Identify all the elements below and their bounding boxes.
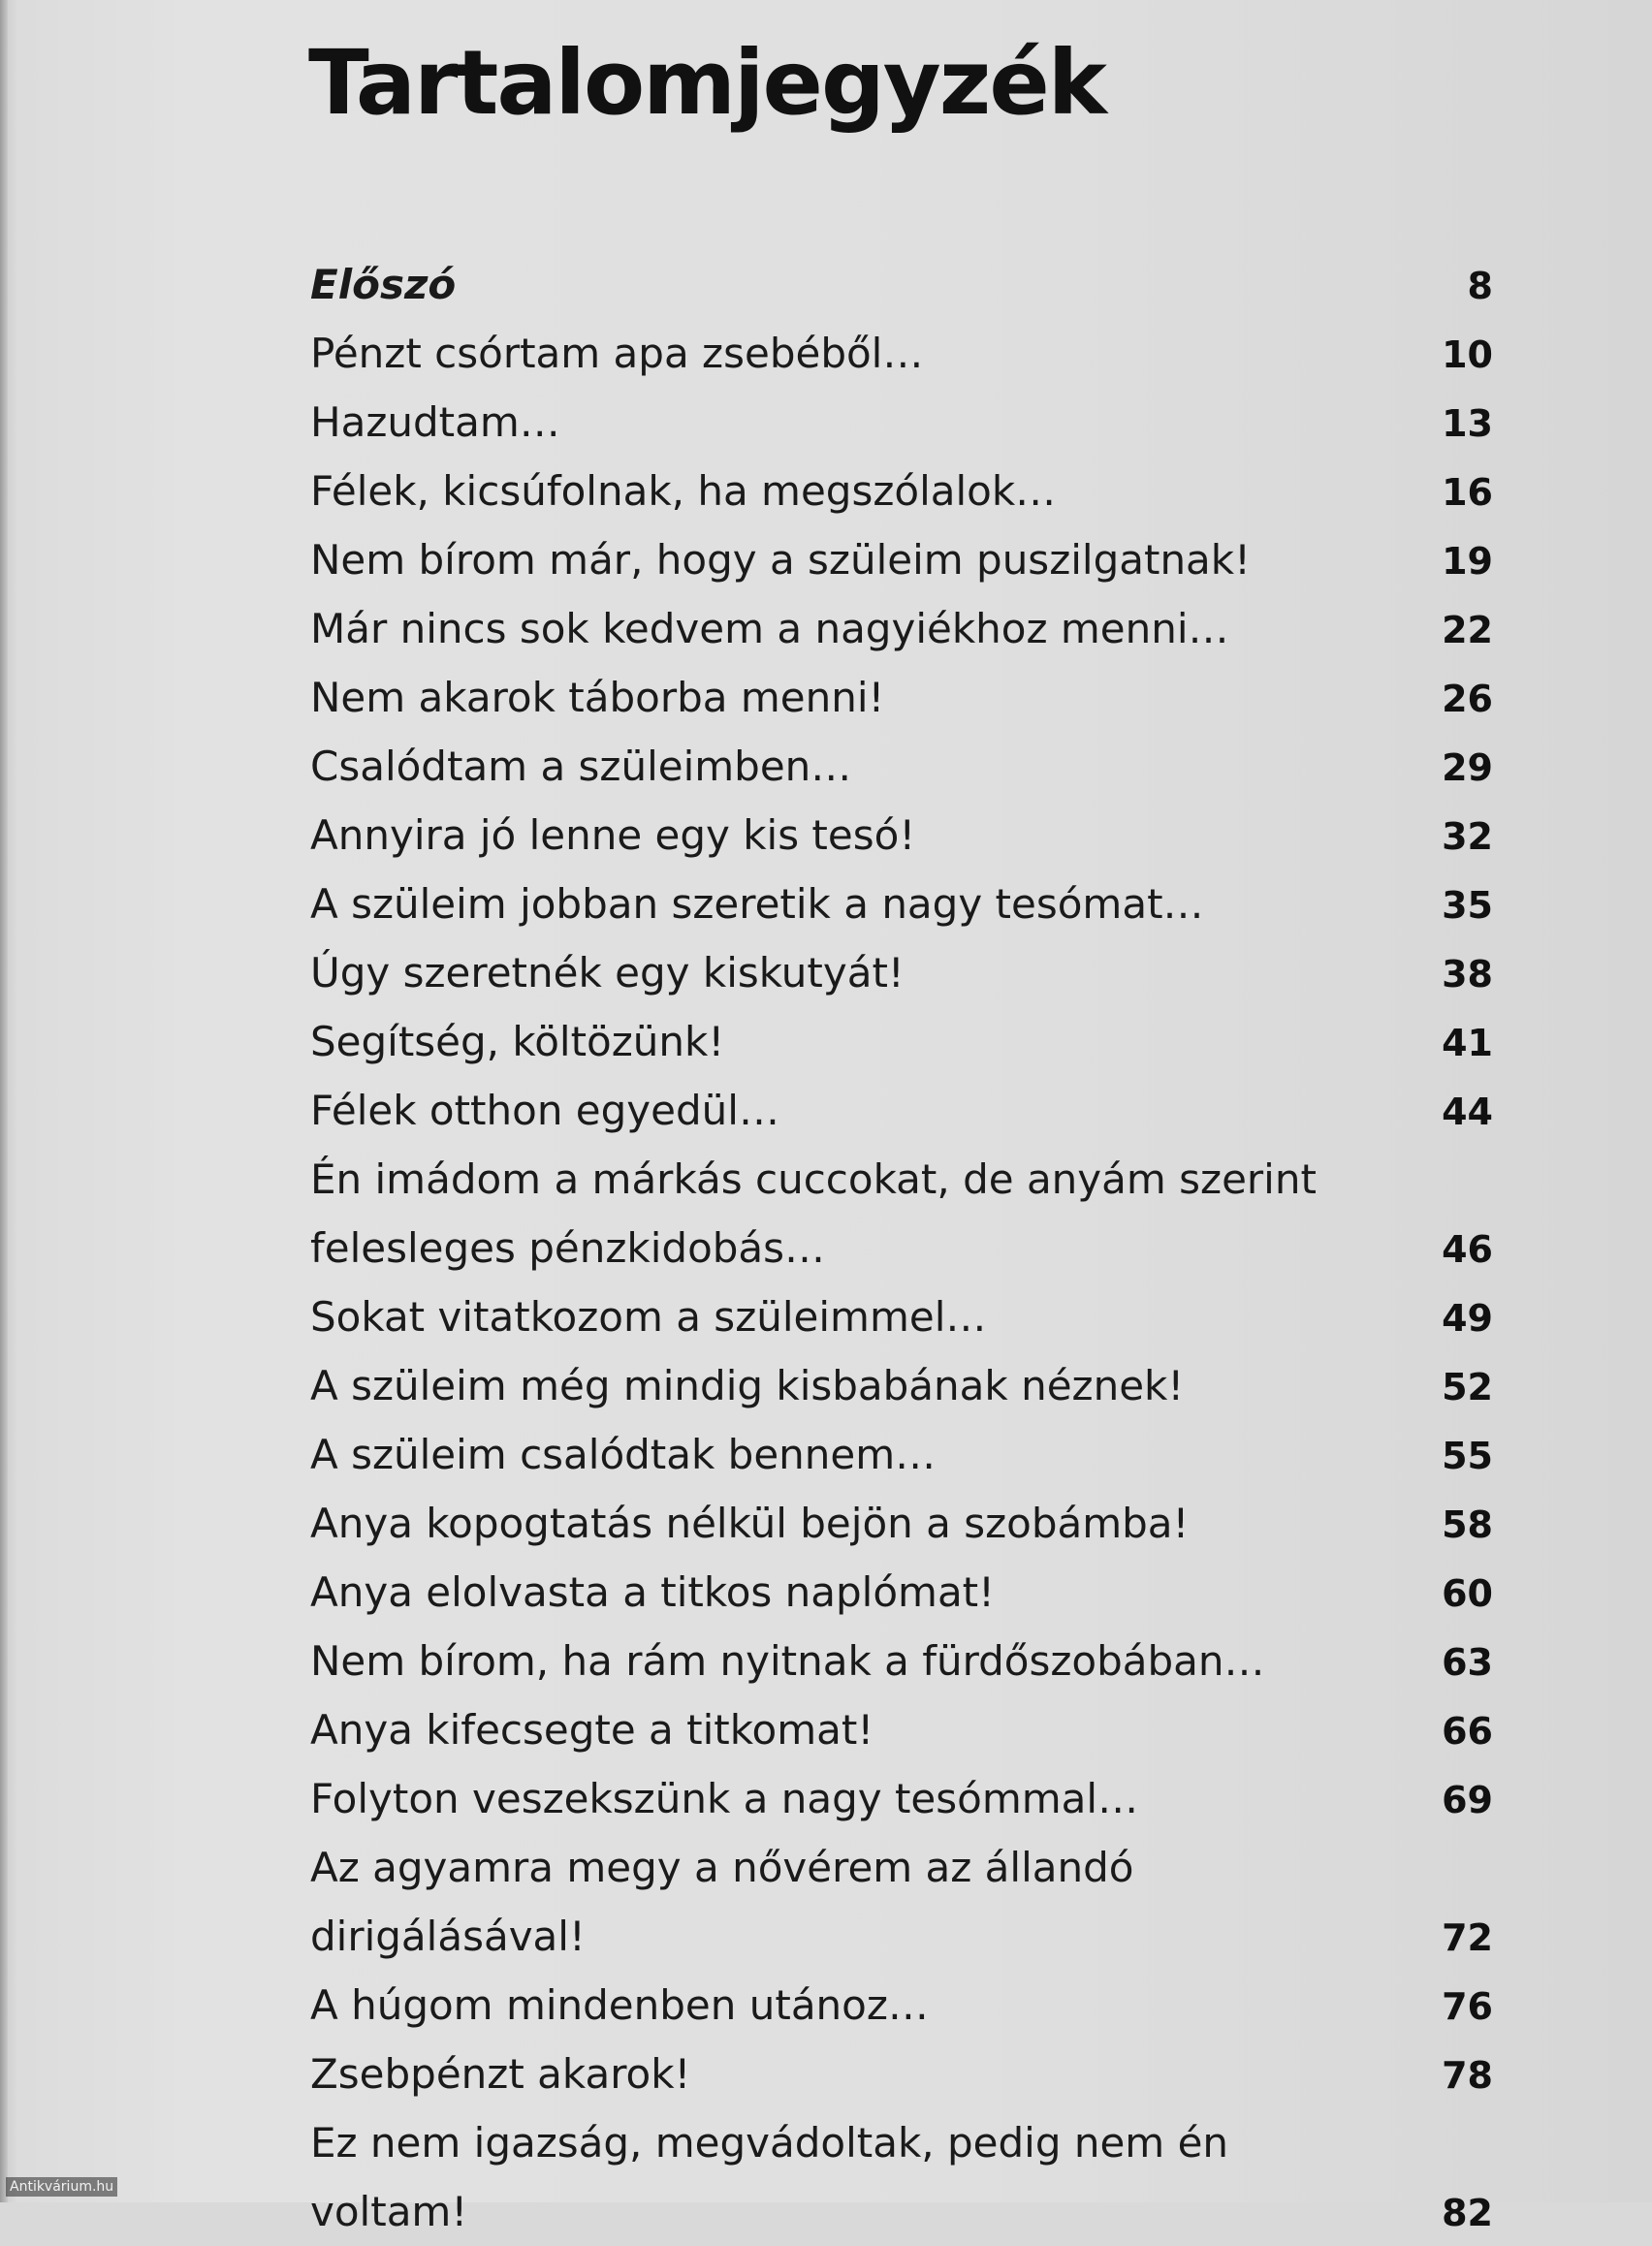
toc-entry <box>310 525 1493 594</box>
toc-entry <box>310 388 1493 457</box>
toc-entry-page: 55 <box>1442 1435 1493 1477</box>
toc-entry-page: 69 <box>1442 1779 1493 1821</box>
toc-entry-page: 44 <box>1442 1091 1493 1133</box>
toc-entry-title: Anya elolvasta a titkos naplómat! <box>310 1568 995 1616</box>
toc-entry <box>310 663 1493 732</box>
toc-entry-title: Félek, kicsúfolnak, ha megszólalok… <box>310 467 1057 515</box>
toc-entry-page: 66 <box>1442 1710 1493 1753</box>
toc-entry-page: 26 <box>1442 678 1493 720</box>
book-spine-shadow <box>0 0 8 2202</box>
toc-entry <box>310 1007 1493 1076</box>
toc-entry <box>310 1420 1493 1489</box>
toc-entry-title: Nem akarok táborba menni! <box>310 674 885 721</box>
toc-entry-title: Én imádom a márkás cuccokat, de anyám szerint felesleges pénzkidobás… <box>310 1155 1317 1272</box>
toc-entry <box>310 1627 1493 1695</box>
toc-entry-title: A szüleim még mindig kisbabának néznek! <box>310 1362 1185 1409</box>
toc-entry-title: A szüleim csalódtak bennem… <box>310 1431 937 1478</box>
toc-entry-title: Folyton veszekszünk a nagy tesómmal… <box>310 1775 1139 1822</box>
toc-entry-title: Már nincs sok kedvem a nagyiékhoz menni… <box>310 605 1229 652</box>
toc-entry-page: 29 <box>1442 746 1493 789</box>
toc-entry-title: Zsebpénzt akarok! <box>310 2050 691 2098</box>
toc-entry-page: 16 <box>1442 471 1493 514</box>
toc-entry-title: Annyira jó lenne egy kis tesó! <box>310 811 916 859</box>
toc-entry-title: Hazudtam… <box>310 398 560 446</box>
toc-entry-page: 78 <box>1442 2054 1493 2097</box>
toc-entry <box>310 801 1493 870</box>
toc-entry-title: A húgom mindenben utánoz… <box>310 1981 929 2029</box>
toc-entry-page: 58 <box>1442 1503 1493 1546</box>
toc-entry-page: 38 <box>1442 953 1493 996</box>
toc-entry-page: 72 <box>1442 1916 1493 1959</box>
toc-entry <box>310 250 1493 319</box>
toc-entry-page: 52 <box>1442 1366 1493 1408</box>
toc-entry-title: Nem bírom már, hogy a szüleim puszilgatnak! <box>310 536 1251 584</box>
toc-entry-page: 19 <box>1442 540 1493 583</box>
page-title: Tartalomjegyzék <box>308 31 1105 135</box>
toc-entry <box>310 1764 1493 1833</box>
toc-entry <box>310 1351 1493 1420</box>
toc-entry-title: Segítség, költözünk! <box>310 1018 725 1065</box>
toc-entry <box>310 594 1493 663</box>
toc-entry-title: Nem bírom, ha rám nyitnak a fürdőszobában… <box>310 1637 1265 1685</box>
toc-entry <box>310 2040 1493 2108</box>
toc-entry-title: Előszó <box>310 261 457 308</box>
toc-entry-page: 60 <box>1442 1572 1493 1615</box>
toc-entry <box>310 870 1493 938</box>
toc-entry-title: Anya kifecsegte a titkomat! <box>310 1706 874 1754</box>
toc-entry-page: 63 <box>1442 1641 1493 1684</box>
toc-entry-title: A szüleim jobban szeretik a nagy tesómat… <box>310 880 1204 928</box>
toc-entry-page: 46 <box>1442 1228 1493 1271</box>
toc-entry-title: Pénzt csórtam apa zsebéből… <box>310 330 924 377</box>
toc-entry <box>310 1971 1493 2040</box>
toc-entry-title: Csalódtam a szüleimben… <box>310 743 852 790</box>
toc-entry-page: 13 <box>1442 402 1493 445</box>
toc-entry-page: 35 <box>1442 884 1493 927</box>
toc-entry-page: 82 <box>1442 2192 1493 2234</box>
toc-entry-title: Félek otthon egyedül… <box>310 1087 779 1134</box>
toc-entry-page: 22 <box>1442 609 1493 651</box>
toc-entry-page: 10 <box>1442 333 1493 376</box>
toc-entry <box>310 457 1493 525</box>
toc-entry <box>310 1489 1493 1558</box>
toc-entry <box>310 1833 1493 1971</box>
toc-entry <box>310 2108 1493 2246</box>
toc-entry-page: 49 <box>1442 1297 1493 1340</box>
watermark: Antikvárium.hu <box>6 2177 117 2197</box>
toc-entry <box>310 1076 1493 1145</box>
toc-entry <box>310 319 1493 388</box>
toc-entry-title: Ez nem igazság, megvádoltak, pedig nem én voltam! <box>310 2119 1229 2235</box>
toc-entry-title: Sokat vitatkozom a szüleimmel… <box>310 1293 987 1341</box>
toc-entry <box>310 1695 1493 1764</box>
toc-entry-title: Anya kopogtatás nélkül bejön a szobámba! <box>310 1500 1190 1547</box>
toc-entry <box>310 1558 1493 1627</box>
toc-entry <box>310 1282 1493 1351</box>
toc-entry <box>310 938 1493 1007</box>
table-of-contents <box>310 250 1493 2246</box>
toc-entry-page: 76 <box>1442 1985 1493 2028</box>
toc-entry <box>310 1145 1493 1282</box>
toc-entry-page: 8 <box>1467 265 1493 307</box>
toc-entry-page: 32 <box>1442 815 1493 858</box>
toc-entry-title: Az agyamra megy a nővérem az állandó dirigálásával! <box>310 1844 1134 1960</box>
toc-entry-page: 41 <box>1442 1022 1493 1064</box>
toc-entry <box>310 732 1493 801</box>
toc-entry-title: Úgy szeretnék egy kiskutyát! <box>310 949 905 996</box>
